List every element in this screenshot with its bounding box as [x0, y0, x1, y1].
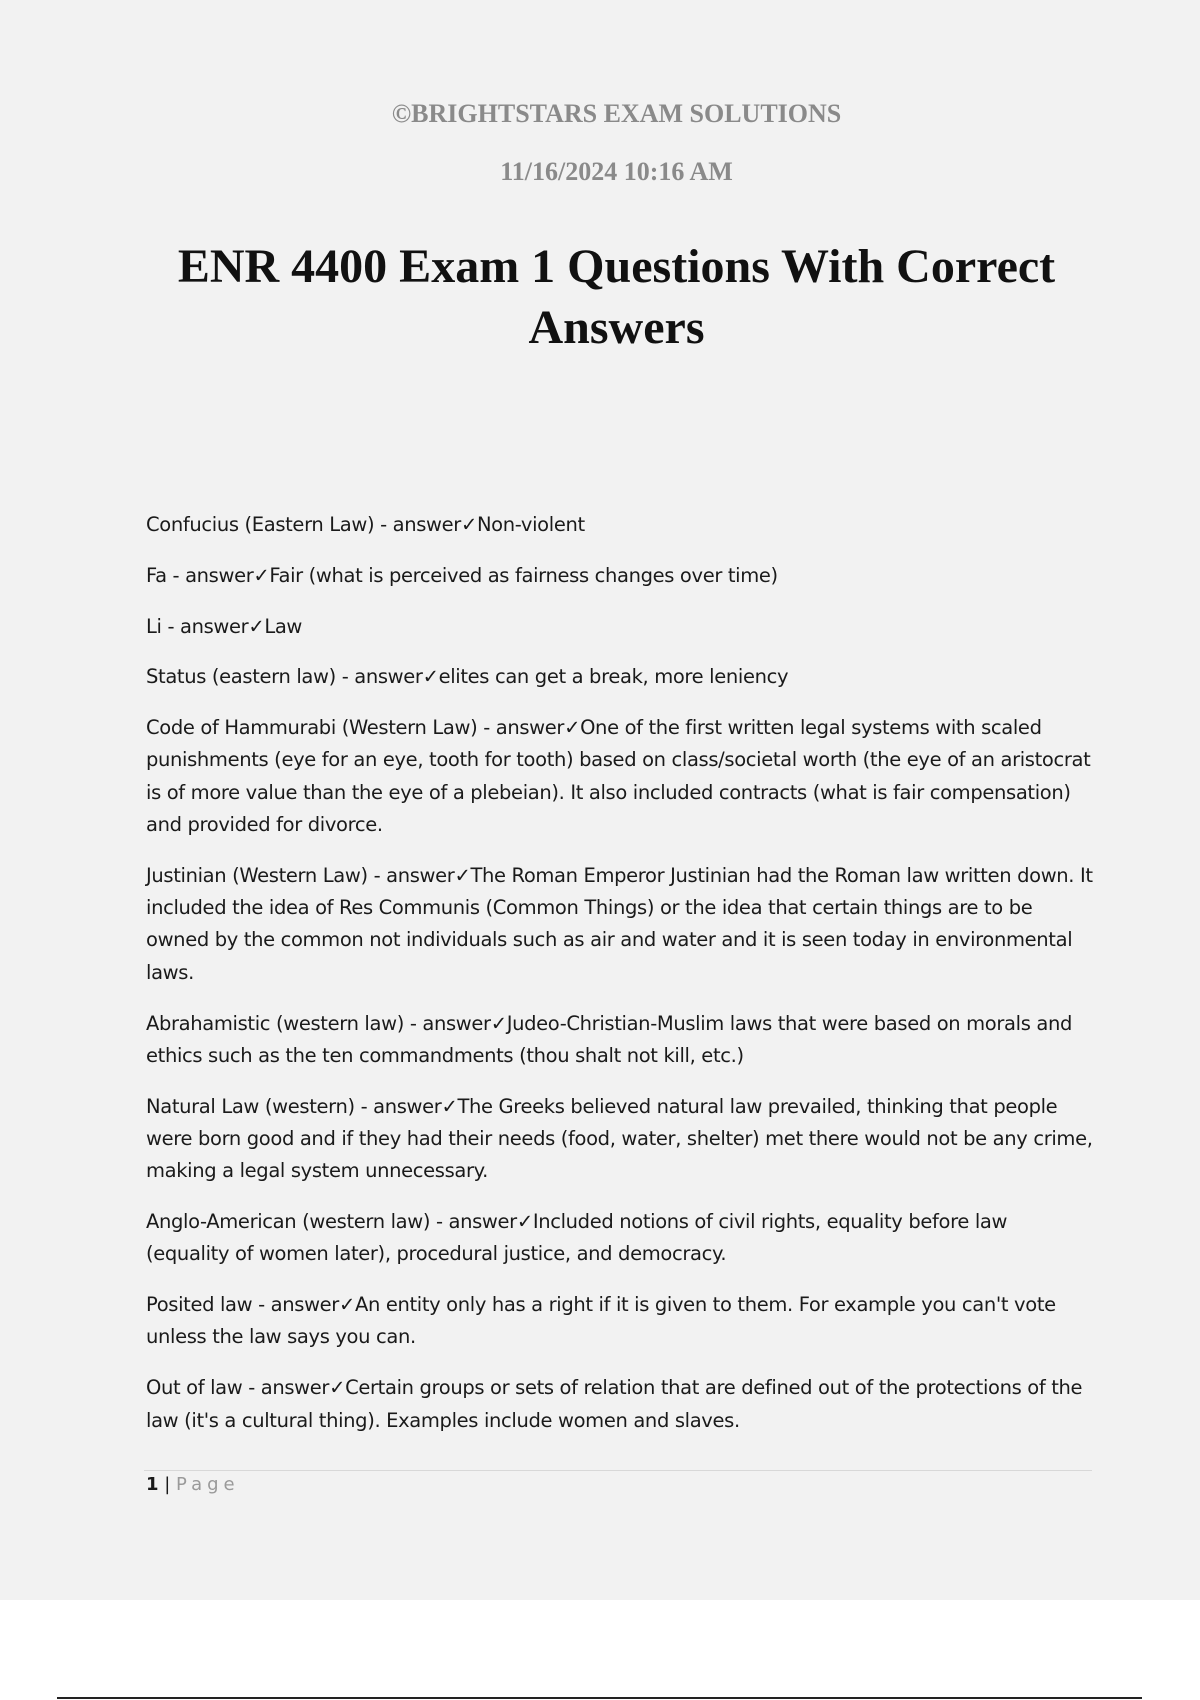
answer-separator: - answer: [166, 563, 254, 587]
answer-separator: - answer: [477, 716, 565, 740]
checkmark-icon: ✓: [441, 1094, 458, 1118]
answer-separator: - answer: [430, 1210, 517, 1234]
qa-list: [146, 509, 1096, 1455]
answer-separator: - answer: [161, 614, 249, 638]
qa-item: [146, 1206, 1096, 1271]
checkmark-icon: ✓: [564, 716, 581, 740]
qa-answer: Non-violent: [476, 513, 585, 536]
qa-answer: An entity only has a right if it is given to them. For example you can't vote unless the law says you can.: [146, 1293, 1056, 1349]
footer-divider: [144, 1470, 1092, 1471]
qa-item: [146, 1091, 1096, 1188]
checkmark-icon: ✓: [253, 563, 270, 587]
qa-answer: Judeo-Christian-Muslim laws that were based on morals and ethics such as the ten commandments (thou shalt not kill, etc.): [146, 1011, 1073, 1067]
answer-separator: - answer: [242, 1376, 330, 1400]
qa-answer: elites can get a break, more leniency: [438, 665, 789, 689]
qa-term: Natural Law (western): [146, 1094, 355, 1118]
qa-item: [146, 1008, 1096, 1073]
checkmark-icon: ✓: [329, 1376, 346, 1400]
checkmark-icon: ✓: [460, 513, 477, 536]
qa-term: Fa: [146, 563, 167, 587]
checkmark-icon: ✓: [516, 1210, 533, 1234]
page-divider: |: [158, 1474, 177, 1495]
qa-item: [146, 661, 1096, 693]
qa-term: Posited law: [146, 1293, 253, 1317]
qa-term: Justinian (Western Law): [146, 863, 368, 887]
timestamp-header: 11/16/2024 10:16 AM: [500, 157, 733, 186]
qa-term: Code of Hammurabi (Western Law): [146, 716, 478, 740]
page-footer: [146, 1474, 240, 1495]
qa-term: Li: [146, 614, 162, 638]
qa-answer: Included notions of civil rights, equality before law (equality of women later), procedural justice, and democracy.: [146, 1210, 1008, 1266]
qa-item: [146, 712, 1096, 841]
qa-answer: Law: [264, 614, 303, 638]
answer-separator: - answer: [354, 1094, 442, 1118]
qa-item: [146, 860, 1096, 989]
answer-separator: - answer: [374, 513, 461, 536]
answer-separator: - answer: [367, 863, 455, 887]
answer-separator: - answer: [403, 1011, 491, 1035]
document-title: ENR 4400 Exam 1 Questions With Correct Answers: [177, 240, 1056, 354]
qa-answer: The Greeks believed natural law prevailed, thinking that people were born good and if they had their needs (food, water, shelter) met there would not be any crime, making a legal system unnecessary.: [146, 1094, 1093, 1183]
qa-item: [146, 1289, 1096, 1354]
qa-answer: Certain groups or sets of relation that are defined out of the protections of the law (it's a cultural thing). Examples include women and slaves.: [146, 1376, 1083, 1432]
page-label: Page: [176, 1474, 240, 1495]
qa-item: [146, 1372, 1096, 1437]
answer-separator: - answer: [335, 665, 423, 689]
qa-item: [146, 560, 1096, 592]
qa-item: [146, 611, 1096, 643]
qa-answer: Fair (what is perceived as fairness changes over time): [269, 563, 778, 587]
checkmark-icon: ✓: [422, 665, 439, 689]
qa-term: Status (eastern law): [146, 665, 336, 689]
page-number: 1: [146, 1474, 159, 1495]
brand-header: ©BRIGHTSTARS EXAM SOLUTIONS: [391, 99, 842, 128]
qa-term: Anglo-American (western law): [146, 1210, 431, 1234]
qa-answer: The Roman Emperor Justinian had the Roman law written down. It included the idea of Res Communis (Common Things) or the idea that certain things are to be owned by the common not individuals such as air and water and it is seen today in environmental laws.: [146, 863, 1093, 984]
checkmark-icon: ✓: [248, 614, 265, 638]
checkmark-icon: ✓: [490, 1011, 507, 1035]
checkmark-icon: ✓: [454, 863, 471, 887]
qa-answer: One of the first written legal systems with scaled punishments (eye for an eye, tooth for tooth) based on class/societal worth (the eye of an aristocrat is of more value than the eye of a plebeian). It also included contracts (what is fair compensation) and provided for divorce.: [146, 716, 1091, 837]
checkmark-icon: ✓: [338, 1293, 355, 1317]
bottom-border: [57, 1697, 1142, 1699]
qa-term: Out of law: [146, 1376, 243, 1400]
answer-separator: - answer: [252, 1293, 339, 1317]
qa-term: Abrahamistic (western law): [146, 1011, 404, 1035]
qa-term: Confucius (Eastern Law): [146, 513, 375, 536]
qa-item: [146, 509, 1096, 541]
